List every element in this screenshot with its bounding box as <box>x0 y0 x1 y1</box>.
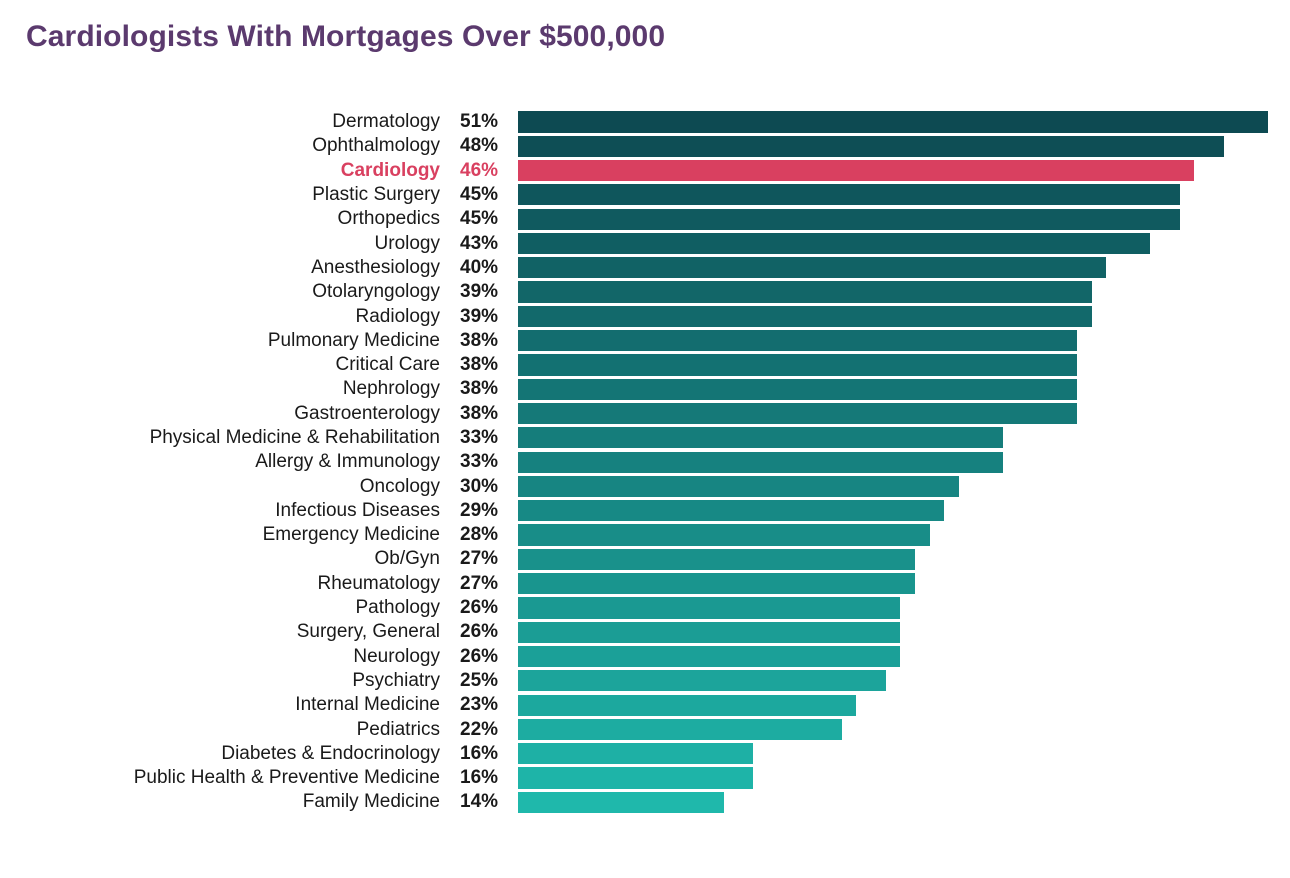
chart-row <box>0 280 1290 304</box>
chart-row <box>0 645 1290 669</box>
category-label: Family Medicine <box>302 791 440 813</box>
bar <box>518 670 886 691</box>
bar <box>518 160 1194 181</box>
value-label: 14% <box>460 791 499 813</box>
value-label: 39% <box>460 281 499 303</box>
category-label: Emergency Medicine <box>262 524 440 546</box>
bar-track <box>518 183 1290 207</box>
category-label: Gastroenterology <box>294 402 440 424</box>
bar <box>518 573 915 594</box>
value-label: 23% <box>460 694 499 716</box>
chart-row <box>0 110 1290 134</box>
bar-track <box>518 693 1290 717</box>
chart-row <box>0 304 1290 328</box>
category-label: Infectious Diseases <box>275 499 440 521</box>
value-label: 33% <box>460 451 499 473</box>
chart-row <box>0 231 1290 255</box>
bar <box>518 111 1268 132</box>
chart-row <box>0 329 1290 353</box>
bar-track <box>518 596 1290 620</box>
category-label: Psychiatry <box>352 669 440 691</box>
category-label: Diabetes & Endocrinology <box>221 742 440 764</box>
category-label: Rheumatology <box>317 572 440 594</box>
page-title: Cardiologists With Mortgages Over $500,000 <box>26 20 666 53</box>
category-label: Surgery, General <box>296 621 440 643</box>
bar <box>518 330 1077 351</box>
bar <box>518 646 900 667</box>
bar-track <box>518 523 1290 547</box>
category-label: Cardiology <box>340 159 440 181</box>
bar <box>518 233 1150 254</box>
bar-track <box>518 159 1290 183</box>
bar <box>518 209 1180 230</box>
bar <box>518 306 1092 327</box>
chart-row <box>0 256 1290 280</box>
bar-track <box>518 717 1290 741</box>
category-label: Urology <box>374 232 440 254</box>
category-label: Otolaryngology <box>312 281 440 303</box>
value-label: 38% <box>460 378 499 400</box>
bar-track <box>518 450 1290 474</box>
category-label: Pediatrics <box>356 718 440 740</box>
bar-track <box>518 231 1290 255</box>
bar <box>518 767 753 788</box>
bar-track <box>518 742 1290 766</box>
chart-row <box>0 353 1290 377</box>
bar-track <box>518 134 1290 158</box>
value-label: 48% <box>460 135 499 157</box>
value-label: 26% <box>460 597 499 619</box>
category-label: Allergy & Immunology <box>255 451 440 473</box>
bar-track <box>518 207 1290 231</box>
category-label: Neurology <box>353 645 440 667</box>
bar-track <box>518 620 1290 644</box>
value-label: 29% <box>460 499 499 521</box>
bar <box>518 500 944 521</box>
bar <box>518 257 1106 278</box>
category-label: Radiology <box>355 305 440 327</box>
value-label: 26% <box>460 621 499 643</box>
value-label: 46% <box>460 159 499 181</box>
category-label: Ob/Gyn <box>374 548 440 570</box>
bar <box>518 427 1003 448</box>
bar-track <box>518 790 1290 814</box>
chart-row <box>0 474 1290 498</box>
bar <box>518 549 915 570</box>
bar <box>518 452 1003 473</box>
category-label: Oncology <box>359 475 440 497</box>
category-label: Pathology <box>355 597 440 619</box>
chart-row <box>0 207 1290 231</box>
category-label: Pulmonary Medicine <box>267 329 440 351</box>
bar-track <box>518 499 1290 523</box>
bar-track <box>518 426 1290 450</box>
value-label: 16% <box>460 767 499 789</box>
bar <box>518 281 1092 302</box>
value-label: 40% <box>460 256 499 278</box>
bar-track <box>518 645 1290 669</box>
category-label: Ophthalmology <box>312 135 440 157</box>
chart-row <box>0 134 1290 158</box>
category-label: Nephrology <box>342 378 440 400</box>
chart-row <box>0 790 1290 814</box>
category-label: Public Health & Preventive Medicine <box>133 767 440 789</box>
category-label: Anesthesiology <box>311 256 440 278</box>
chart-row <box>0 183 1290 207</box>
category-label: Critical Care <box>335 354 440 376</box>
chart-row <box>0 669 1290 693</box>
value-label: 43% <box>460 232 499 254</box>
value-label: 38% <box>460 402 499 424</box>
chart-row <box>0 547 1290 571</box>
chart-row <box>0 499 1290 523</box>
bar-track <box>518 547 1290 571</box>
value-label: 38% <box>460 329 499 351</box>
chart-row <box>0 450 1290 474</box>
bar <box>518 136 1224 157</box>
category-label: Orthopedics <box>337 208 440 230</box>
bar-track <box>518 766 1290 790</box>
value-label: 39% <box>460 305 499 327</box>
value-label: 38% <box>460 354 499 376</box>
chart-row <box>0 523 1290 547</box>
bar-track <box>518 474 1290 498</box>
chart-row <box>0 742 1290 766</box>
value-label: 27% <box>460 572 499 594</box>
category-label: Internal Medicine <box>295 694 440 716</box>
bar <box>518 476 959 497</box>
value-label: 16% <box>460 742 499 764</box>
chart-row <box>0 693 1290 717</box>
bar-track <box>518 377 1290 401</box>
value-label: 33% <box>460 427 499 448</box>
chart-row <box>0 377 1290 401</box>
value-label: 28% <box>460 524 499 546</box>
chart-row <box>0 426 1290 450</box>
chart-row <box>0 596 1290 620</box>
chart-row <box>0 402 1290 426</box>
bar <box>518 695 856 716</box>
bar-track <box>518 353 1290 377</box>
value-label: 26% <box>460 645 499 667</box>
value-label: 45% <box>460 184 499 206</box>
bar-track <box>518 110 1290 134</box>
category-label: Plastic Surgery <box>312 184 440 206</box>
bar-track <box>518 304 1290 328</box>
bar <box>518 597 900 618</box>
bar <box>518 622 900 643</box>
value-label: 25% <box>460 669 499 691</box>
category-label: Dermatology <box>332 111 440 133</box>
bar <box>518 184 1180 205</box>
bar <box>518 743 753 764</box>
value-label: 27% <box>460 548 499 570</box>
chart-row <box>0 620 1290 644</box>
bar-track <box>518 669 1290 693</box>
bar-track <box>518 329 1290 353</box>
chart-row <box>0 717 1290 741</box>
bar <box>518 792 724 813</box>
chart-row <box>0 766 1290 790</box>
bar-chart <box>0 110 1290 815</box>
bar-track <box>518 572 1290 596</box>
bar <box>518 354 1077 375</box>
bar <box>518 719 842 740</box>
bar <box>518 379 1077 400</box>
bar <box>518 403 1077 424</box>
bar <box>518 524 930 545</box>
bar-track <box>518 280 1290 304</box>
category-label: Physical Medicine & Rehabilitation <box>149 427 440 448</box>
value-label: 22% <box>460 718 499 740</box>
bar-track <box>518 256 1290 280</box>
chart-row <box>0 159 1290 183</box>
chart-row <box>0 572 1290 596</box>
value-label: 45% <box>460 208 499 230</box>
value-label: 30% <box>460 475 499 497</box>
bar-track <box>518 402 1290 426</box>
value-label: 51% <box>460 111 499 133</box>
